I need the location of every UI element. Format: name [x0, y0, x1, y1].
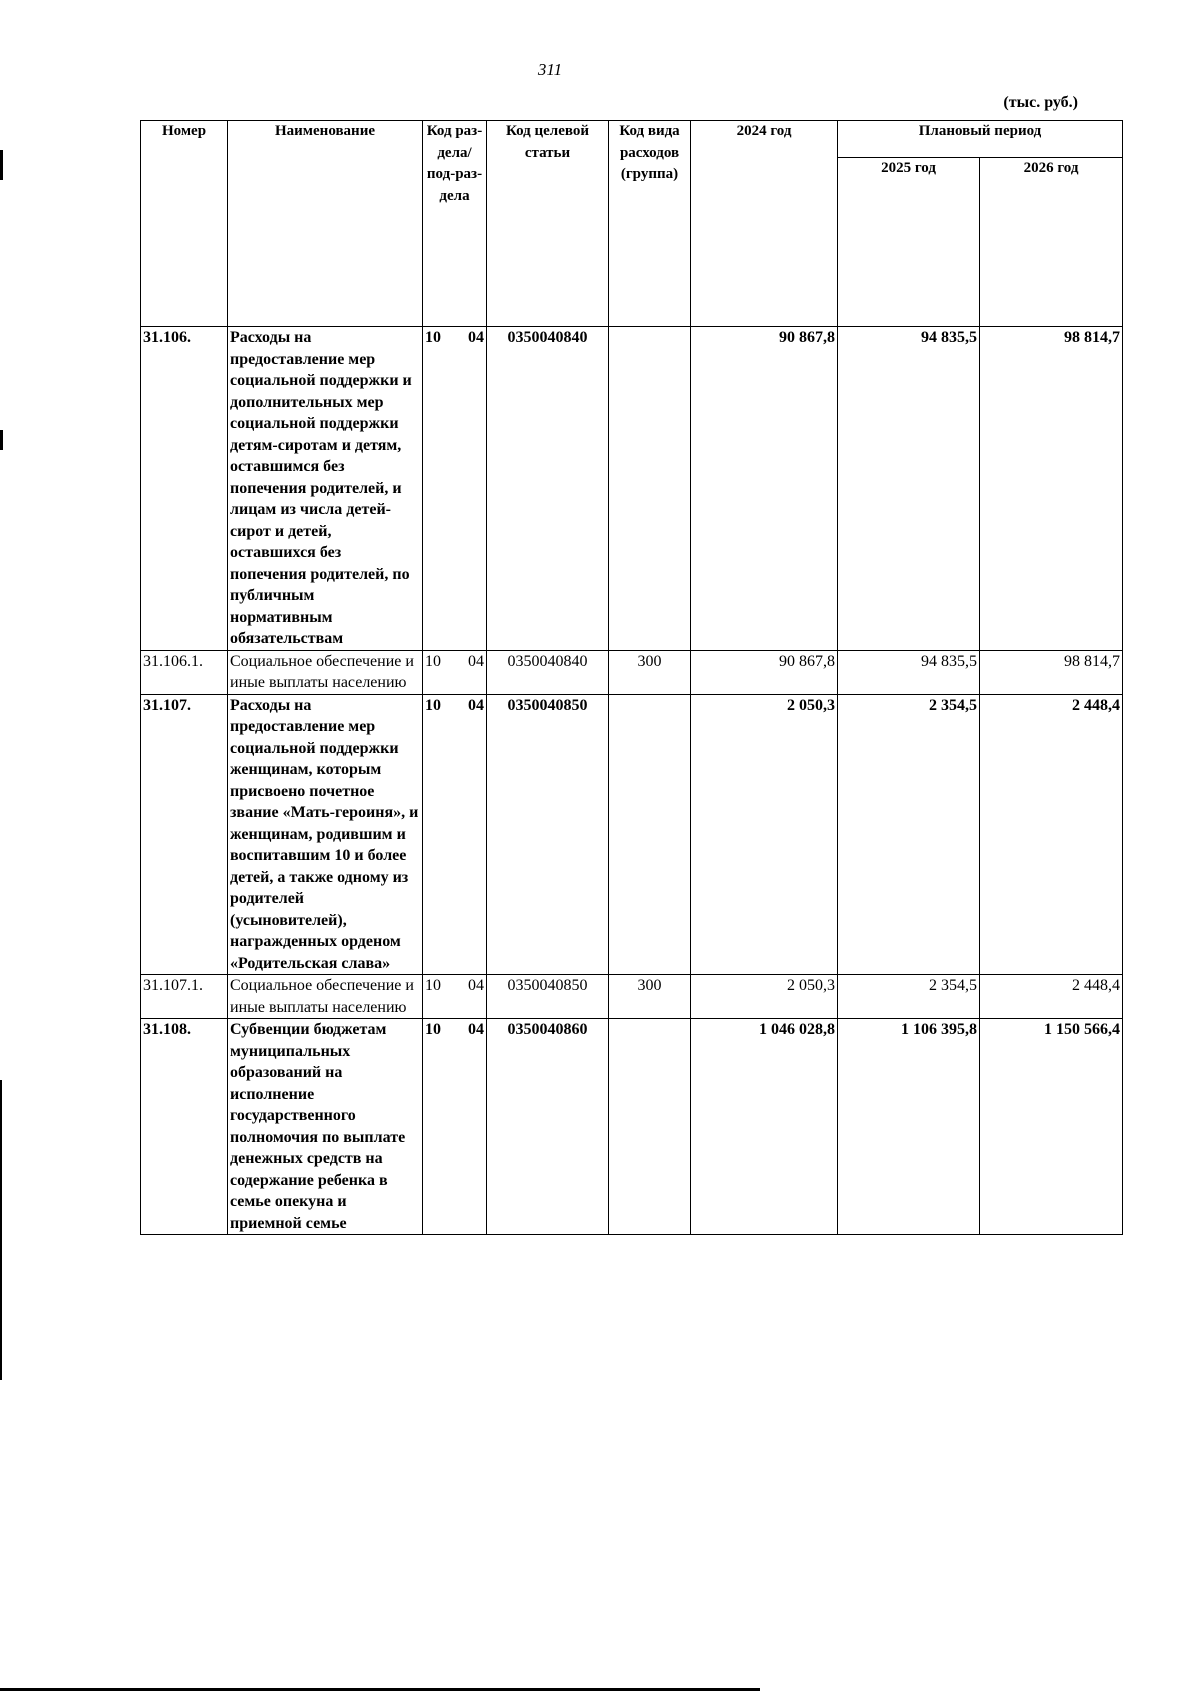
table-row	[141, 1019, 1123, 1235]
row-value-2025: 1 106 395,8	[838, 1019, 980, 1235]
row-section-code	[423, 327, 487, 651]
row-section-code	[423, 1019, 487, 1235]
scan-margin-mark	[0, 430, 3, 450]
row-target-code: 0350040840	[487, 650, 609, 694]
row-target-code: 0350040850	[487, 975, 609, 1019]
row-section-code	[423, 975, 487, 1019]
header-year-2026: 2026 год	[980, 158, 1123, 327]
row-value-2024: 90 867,8	[691, 650, 838, 694]
row-number: 31.106.	[141, 327, 228, 651]
subsection-code: 04	[468, 329, 484, 346]
section-code: 10	[425, 1021, 441, 1038]
table-row	[141, 650, 1123, 694]
row-number: 31.107.1.	[141, 975, 228, 1019]
row-target-code: 0350040840	[487, 327, 609, 651]
row-name: Социальное обеспечение и иные выплаты населению	[228, 650, 423, 694]
section-code: 10	[425, 329, 441, 346]
row-number: 31.107.	[141, 694, 228, 975]
row-name: Социальное обеспечение и иные выплаты населению	[228, 975, 423, 1019]
row-number: 31.106.1.	[141, 650, 228, 694]
header-target-code: Код целевой статьи	[487, 121, 609, 327]
row-expense-type	[609, 694, 691, 975]
scan-margin-mark	[0, 150, 3, 180]
header-year-2025: 2025 год	[838, 158, 980, 327]
budget-table	[140, 120, 1123, 1235]
row-value-2026: 2 448,4	[980, 975, 1123, 1019]
table-row	[141, 694, 1123, 975]
header-name: Наименование	[228, 121, 423, 327]
row-value-2024: 1 046 028,8	[691, 1019, 838, 1235]
row-expense-type	[609, 327, 691, 651]
row-target-code: 0350040860	[487, 1019, 609, 1235]
row-name: Расходы на предоставление мер социальной поддержки женщинам, которым присвоено почетное звание «Мать-героиня», и женщинам, родившим и воспитавшим 10 и более детей, а также одному из родителей (усыновителей), награжденных орденом «Родительская слава»	[228, 694, 423, 975]
row-value-2024: 2 050,3	[691, 694, 838, 975]
row-value-2026: 1 150 566,4	[980, 1019, 1123, 1235]
row-value-2025: 2 354,5	[838, 694, 980, 975]
row-target-code: 0350040850	[487, 694, 609, 975]
section-code: 10	[425, 696, 441, 714]
subsection-code: 04	[468, 977, 484, 994]
row-expense-type	[609, 1019, 691, 1235]
header-section-code: Код раз-дела/ под-раз-дела	[423, 121, 487, 327]
row-value-2025: 2 354,5	[838, 975, 980, 1019]
row-expense-type: 300	[609, 975, 691, 1019]
row-section-code	[423, 650, 487, 694]
scan-bottom-edge	[0, 1688, 760, 1691]
header-expense-type: Код вида расходов (группа)	[609, 121, 691, 327]
header-planned-period: Плановый период	[838, 121, 1123, 158]
subsection-code: 04	[468, 652, 484, 670]
page-number: 311	[537, 60, 563, 79]
row-value-2025: 94 835,5	[838, 650, 980, 694]
row-value-2025: 94 835,5	[838, 327, 980, 651]
row-value-2026: 98 814,7	[980, 327, 1123, 651]
row-section-code	[423, 694, 487, 975]
row-name: Субвенции бюджетам муниципальных образований на исполнение государственного полномочия по выплате денежных средств на содержание ребенка в семье опекуна и приемной семье	[228, 1019, 423, 1235]
header-year-2024: 2024 год	[691, 121, 838, 327]
section-code: 10	[425, 977, 441, 994]
row-value-2026: 2 448,4	[980, 694, 1123, 975]
units-label: (тыс. руб.)	[1003, 94, 1078, 111]
row-number: 31.108.	[141, 1019, 228, 1235]
header-number: Номер	[141, 121, 228, 327]
row-name: Расходы на предоставление мер социальной поддержки и дополнительных мер социальной поддержки детям-сиротам и детям, оставшимся без попечения родителей, и лицам из числа детей-сирот и детей, оставшихся без попечения родителей, по публичным нормативным обязательствам	[228, 327, 423, 651]
table-row	[141, 975, 1123, 1019]
subsection-code: 04	[468, 696, 484, 714]
table-row	[141, 327, 1123, 651]
subsection-code: 04	[468, 1021, 484, 1038]
row-value-2024: 90 867,8	[691, 327, 838, 651]
scan-margin-mark	[0, 1080, 2, 1380]
row-expense-type: 300	[609, 650, 691, 694]
row-value-2026: 98 814,7	[980, 650, 1123, 694]
row-value-2024: 2 050,3	[691, 975, 838, 1019]
section-code: 10	[425, 652, 441, 670]
